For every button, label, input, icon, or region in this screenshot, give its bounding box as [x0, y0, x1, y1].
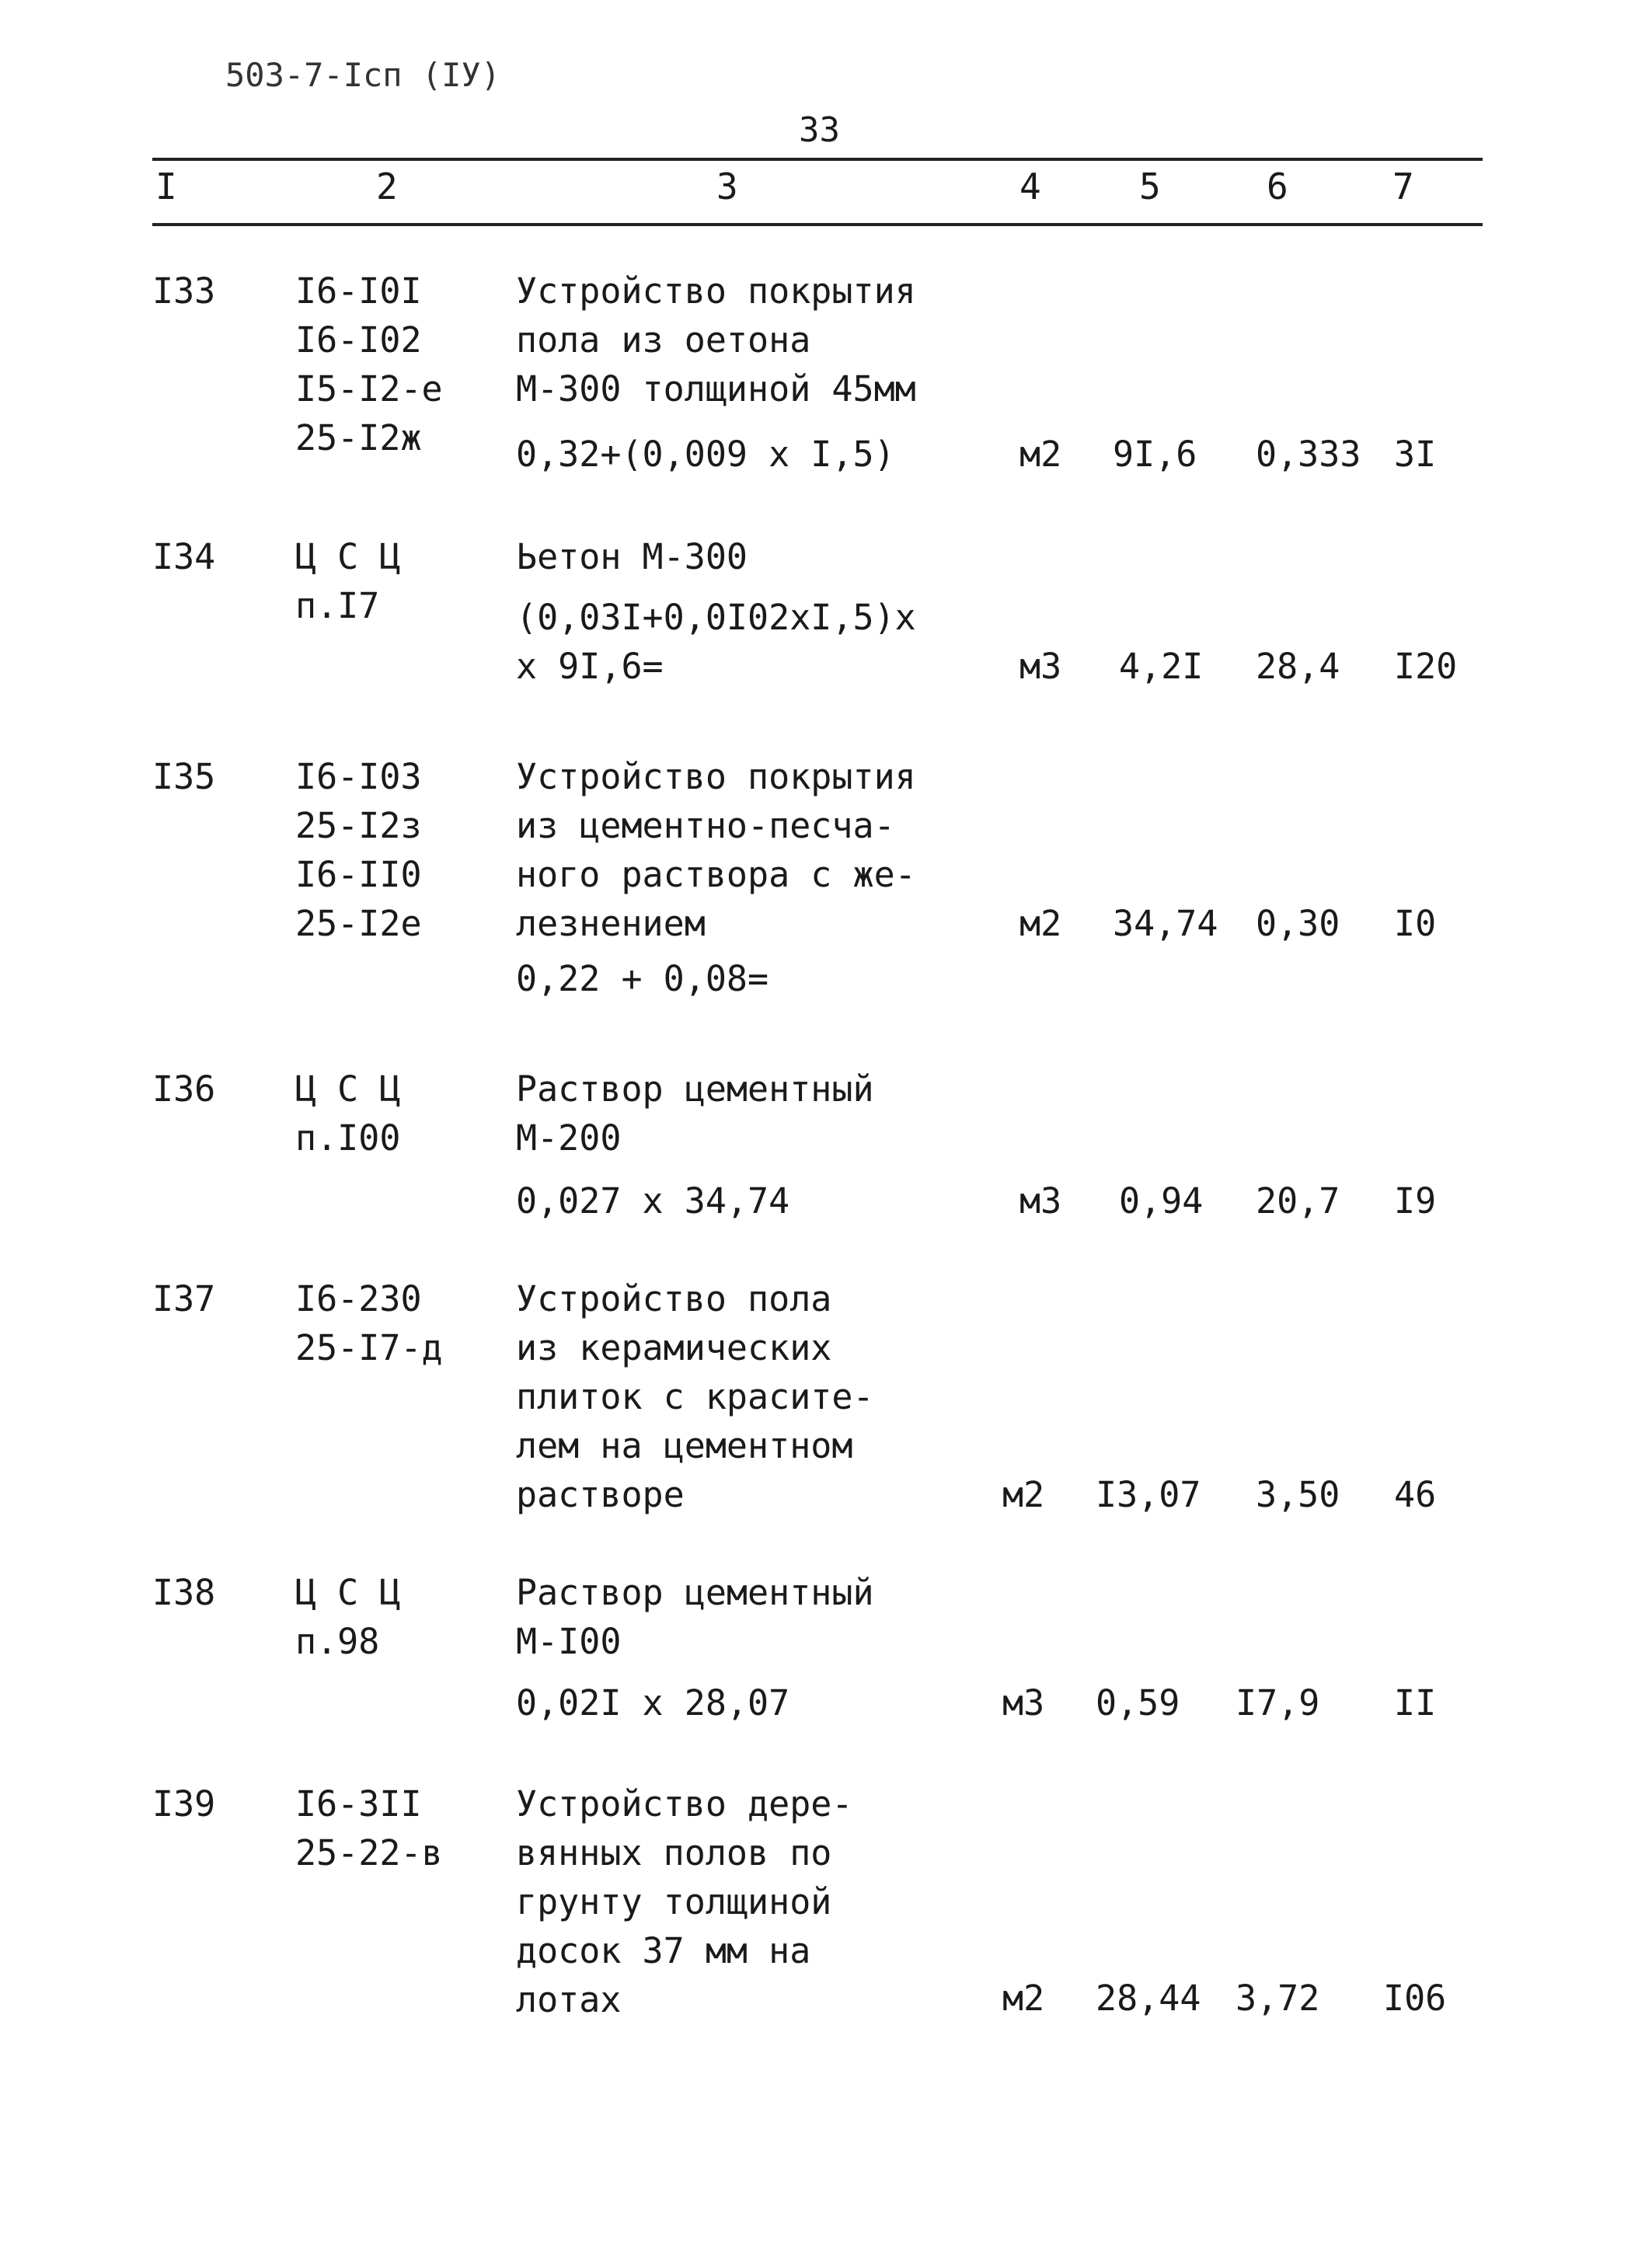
norm-codes: [295, 752, 422, 948]
total-cost: I9: [1394, 1180, 1437, 1222]
norm-code: Ц С Ц: [295, 1572, 401, 1613]
formula-line: (0,03I+0,0I02xI,5)x: [516, 597, 916, 638]
norm-code: п.I00: [295, 1117, 401, 1159]
work-description: [516, 267, 916, 413]
unit-price: 3,50: [1256, 1474, 1340, 1515]
total-cost: 46: [1394, 1474, 1437, 1515]
description-line: Раствор цементный: [516, 1068, 874, 1110]
unit-price: 0,30: [1256, 903, 1340, 944]
header-top-rule: [152, 158, 1483, 161]
unit: м3: [1002, 1682, 1045, 1723]
description-line: лезнением: [516, 903, 706, 944]
description-line: лем на цементном: [516, 1425, 853, 1466]
unit-price: 20,7: [1256, 1180, 1340, 1222]
total-cost: 3I: [1394, 434, 1437, 475]
quantity: 0,59: [1096, 1682, 1180, 1723]
description-line: из цементно-песча-: [516, 805, 895, 846]
unit-price: 3,72: [1236, 1978, 1320, 2019]
total-cost: II: [1394, 1682, 1437, 1723]
total-cost: I06: [1383, 1978, 1447, 2019]
description-line: вянных полов по: [516, 1832, 832, 1873]
work-description: [516, 1568, 874, 1666]
norm-code: п.98: [295, 1621, 380, 1662]
quantity: 28,44: [1096, 1978, 1201, 2019]
description-line: лотах: [516, 1979, 622, 2020]
quantity: 4,2I: [1119, 646, 1204, 687]
description-line: Ьетон М-300: [516, 536, 748, 577]
description-line: досок 37 мм на: [516, 1930, 811, 1971]
unit-price: I7,9: [1236, 1682, 1320, 1723]
row-number: I37: [152, 1278, 216, 1319]
norm-code: I6-3II: [295, 1783, 422, 1825]
description-line: пола из оетона: [516, 319, 811, 361]
description-line: ного раствора с же-: [516, 854, 916, 895]
norm-code: I6-230: [295, 1278, 422, 1319]
total-cost: I20: [1394, 646, 1458, 687]
row-number: I34: [152, 536, 216, 577]
total-cost: I0: [1394, 903, 1437, 944]
quantity: 0,94: [1119, 1180, 1204, 1222]
norm-code: 25-22-в: [295, 1832, 443, 1873]
description-line: М-300 толщиной 45мм: [516, 368, 916, 410]
norm-code: п.I7: [295, 585, 380, 626]
work-description: [516, 752, 916, 948]
row-number: I36: [152, 1068, 216, 1110]
unit: м2: [1002, 1978, 1045, 2019]
description-line: Устройство пола: [516, 1278, 832, 1319]
row-number: I35: [152, 756, 216, 797]
unit: м3: [1019, 646, 1062, 687]
quantity-formula: [516, 593, 916, 691]
norm-codes: [295, 1568, 400, 1666]
norm-codes: [295, 1065, 400, 1162]
row-number: I39: [152, 1783, 216, 1825]
norm-codes: [295, 532, 400, 630]
norm-code: I6-I03: [295, 756, 422, 797]
quantity: I3,07: [1096, 1474, 1201, 1515]
description-line: Устройство покрытия: [516, 756, 916, 797]
unit: м2: [1019, 434, 1062, 475]
unit: м2: [1002, 1474, 1045, 1515]
norm-code: I6-I02: [295, 319, 422, 361]
work-description: [516, 1274, 874, 1519]
norm-codes: [295, 1274, 443, 1372]
document-code: 503-7-Iсп (IУ): [225, 56, 501, 94]
norm-code: 25-I2е: [295, 903, 422, 944]
column-header-2: 2: [376, 166, 398, 207]
formula-line: x 9I,6=: [516, 646, 664, 687]
description-line: грунту толщиной: [516, 1881, 832, 1922]
column-header-6: 6: [1267, 166, 1288, 207]
description-line: Устройство покрытия: [516, 270, 916, 312]
column-header-4: 4: [1019, 166, 1041, 207]
unit: м2: [1019, 903, 1062, 944]
norm-code: Ц С Ц: [295, 1068, 401, 1110]
description-line: Раствор цементный: [516, 1572, 874, 1613]
unit-price: 28,4: [1256, 646, 1340, 687]
norm-code: 25-I2з: [295, 805, 422, 846]
column-header-3: 3: [716, 166, 738, 207]
norm-codes: [295, 267, 443, 462]
description-line: М-I00: [516, 1621, 622, 1662]
norm-code: 25-I2ж: [295, 417, 422, 458]
quantity-formula: 0,22 + 0,08=: [516, 958, 769, 999]
norm-codes: [295, 1779, 443, 1877]
quantity-formula: 0,027 x 34,74: [516, 1180, 790, 1222]
unit-price: 0,333: [1256, 434, 1361, 475]
description-line: из керамических: [516, 1327, 832, 1368]
column-header-1: I: [155, 166, 177, 207]
column-header-7: 7: [1392, 166, 1414, 207]
work-description: [516, 1065, 874, 1162]
page-number: 33: [799, 110, 840, 150]
unit: м3: [1019, 1180, 1062, 1222]
norm-code: I6-I0I: [295, 270, 422, 312]
norm-code: Ц С Ц: [295, 536, 401, 577]
description-line: плиток с красите-: [516, 1376, 874, 1417]
norm-code: I6-II0: [295, 854, 422, 895]
quantity: 9I,6: [1113, 434, 1197, 475]
description-line: растворе: [516, 1474, 685, 1515]
quantity: 34,74: [1113, 903, 1218, 944]
header-bottom-rule: [152, 223, 1483, 226]
row-number: I33: [152, 270, 216, 312]
quantity-formula: 0,02I x 28,07: [516, 1682, 790, 1723]
norm-code: 25-I7-д: [295, 1327, 443, 1368]
column-header-5: 5: [1139, 166, 1161, 207]
work-description: [516, 1779, 852, 2024]
row-number: I38: [152, 1572, 216, 1613]
norm-code: I5-I2-е: [295, 368, 443, 410]
description-line: М-200: [516, 1117, 622, 1159]
quantity-formula: 0,32+(0,009 x I,5): [516, 434, 895, 475]
description-line: Устройство дере-: [516, 1783, 853, 1825]
